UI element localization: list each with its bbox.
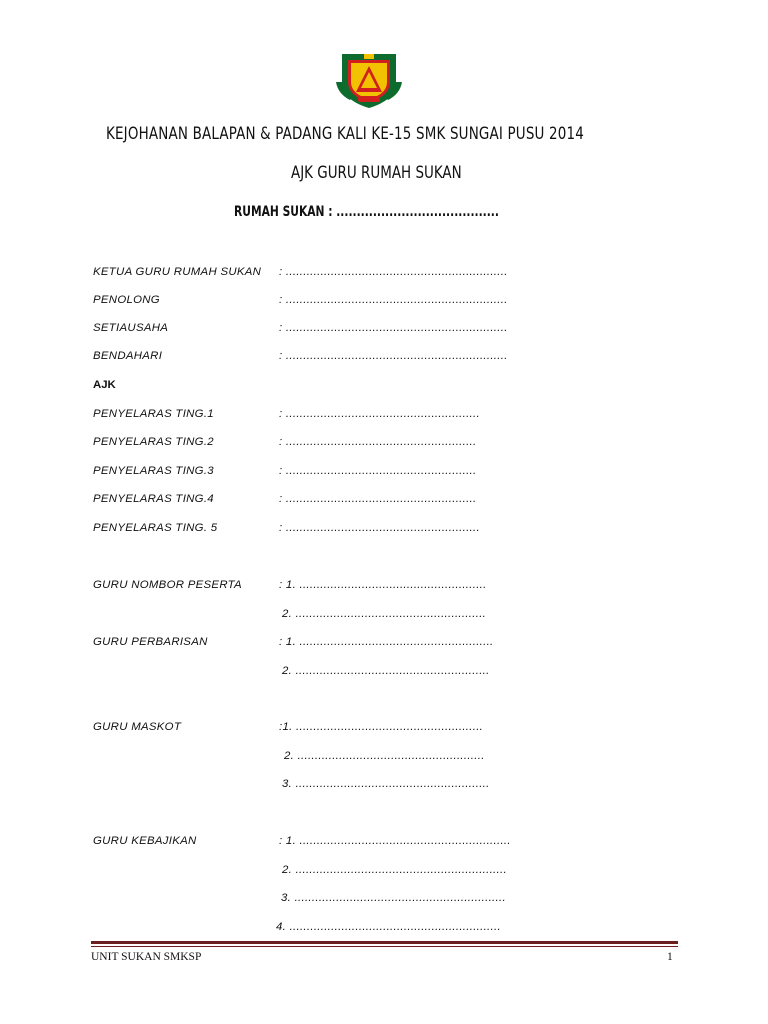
duty-line: 2. ......................................................: [284, 750, 485, 762]
duty-line: 4. .............................................................: [276, 921, 501, 933]
coordinator-value: : .......................................................: [279, 493, 477, 505]
duty-label: GURU NOMBOR PESERTA: [93, 579, 242, 591]
officer-value: : ................................................................: [279, 322, 508, 334]
officer-label: KETUA GURU RUMAH SUKAN: [93, 266, 262, 278]
officer-label: PENOLONG: [93, 294, 160, 306]
duty-label: GURU PERBARISAN: [93, 636, 208, 648]
ajk-heading: AJK: [93, 379, 116, 391]
officer-value: : ................................................................: [279, 294, 508, 306]
committee-title: AJK GURU RUMAH SUKAN: [291, 163, 462, 183]
footer-unit-name: UNIT SUKAN SMKSP: [91, 951, 202, 963]
duty-line: : 1. ......................................................: [279, 579, 487, 591]
coordinator-label: PENYELARAS TING. 5: [93, 522, 218, 534]
coordinator-label: PENYELARAS TING.1: [93, 408, 214, 420]
duty-line: 2. ........................................................: [282, 665, 490, 677]
coordinator-label: PENYELARAS TING.4: [93, 493, 214, 505]
coordinator-value: : ........................................................: [279, 522, 480, 534]
duty-line: : 1. ........................................................: [279, 636, 494, 648]
duty-label: GURU MASKOT: [93, 721, 182, 733]
coordinator-value: : ........................................................: [279, 408, 480, 420]
coordinator-value: : .......................................................: [279, 436, 477, 448]
coordinator-value: : .......................................................: [279, 465, 477, 477]
coordinator-label: PENYELARAS TING.3: [93, 465, 214, 477]
event-title: KEJOHANAN BALAPAN & PADANG KALI KE-15 SMK SUNGAI PUSU 2014: [106, 124, 584, 144]
footer-divider: [91, 941, 678, 944]
duty-line: : 1. .............................................................: [279, 835, 511, 847]
officer-value: : ................................................................: [279, 350, 508, 362]
officer-value: : ................................................................: [279, 266, 508, 278]
school-crest-icon: [334, 52, 404, 110]
duty-line: :1. ......................................................: [279, 721, 484, 733]
officer-label: BENDAHARI: [93, 350, 163, 362]
duty-label: GURU KEBAJIKAN: [93, 835, 197, 847]
coordinator-label: PENYELARAS TING.2: [93, 436, 214, 448]
duty-line: 2. .............................................................: [282, 864, 507, 876]
officer-label: SETIAUSAHA: [93, 322, 169, 334]
duty-line: 3. ........................................................: [282, 778, 490, 790]
house-name-field: RUMAH SUKAN : ........................................: [234, 204, 499, 220]
footer-divider-thin: [91, 946, 678, 947]
duty-line: 3. .............................................................: [281, 892, 506, 904]
duty-line: 2. .......................................................: [282, 608, 487, 620]
page-number: 1: [667, 951, 673, 963]
